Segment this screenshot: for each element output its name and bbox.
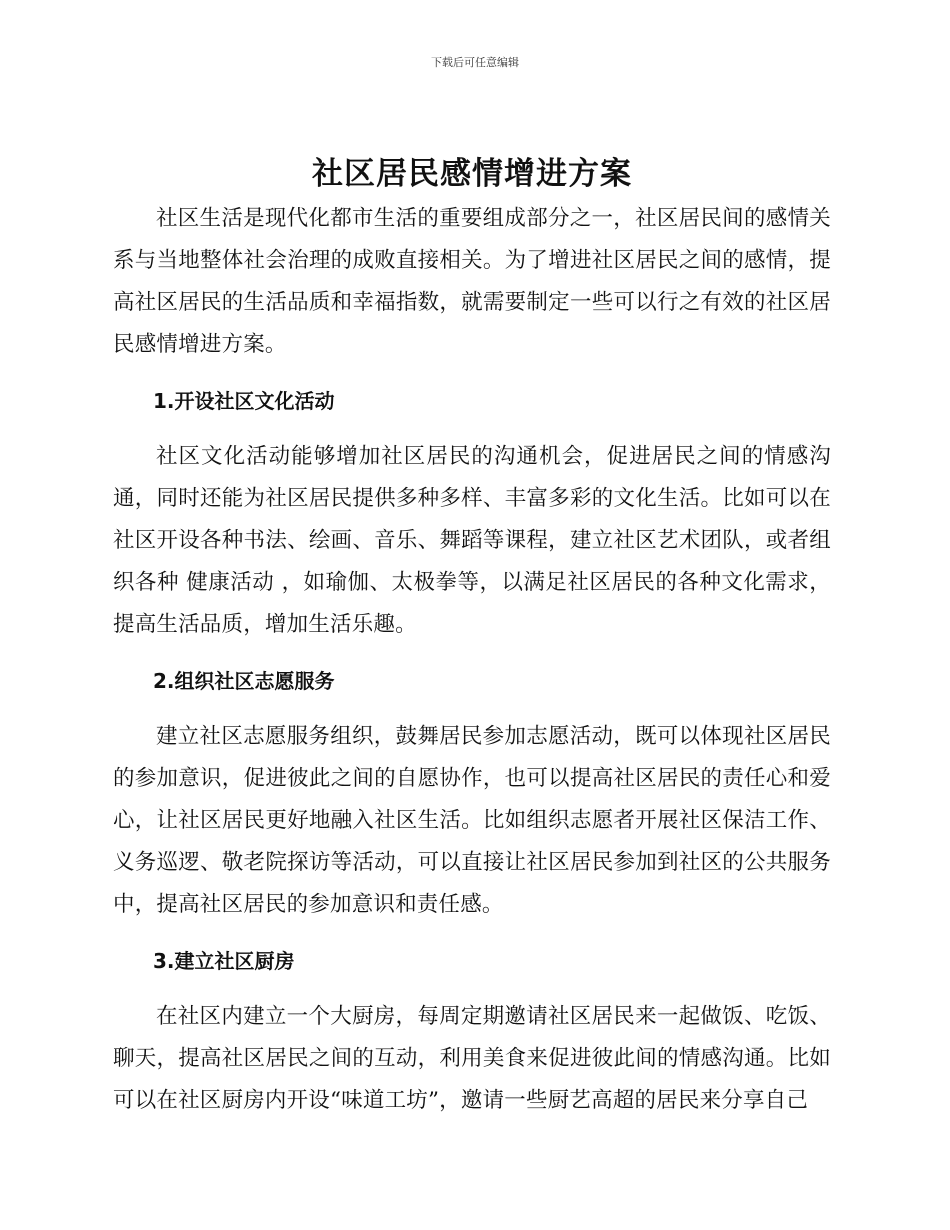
spacer xyxy=(113,422,831,436)
spacer xyxy=(113,926,831,940)
section-body-1: 社区文化活动能够增加社区居民的沟通机会，促进居民之间的情感沟通，同时还能为社区居民提供多种多样、丰富多彩的文化生活。比如可以在社区开设各种书法、绘画、音乐、舞蹈等课程，建立社区艺术团队，或者组织各种 健康活动 ，如瑜伽、太极拳等，以满足社区居民的各种文化需求，提高生活品质，增加生活乐趣。 xyxy=(113,444,831,637)
header-note: 下载后可任意编辑 xyxy=(431,56,519,69)
spacer xyxy=(113,982,831,996)
intro-paragraph: 社区生活是现代化都市生活的重要组成部分之一，社区居民间的感情关系与当地整体社会治理的成败直接相关。为了增进社区居民之间的感情，提高社区居民的生活品质和幸福指数，就需要制定一些可以行之有效的社区居民感情增进方案。 xyxy=(113,206,831,357)
spacer xyxy=(113,646,831,660)
section-body-3: 在社区内建立一个大厨房，每周定期邀请社区居民来一起做饭、吃饭、聊天，提高社区居民之间的互动，利用美食来促进彼此间的情感沟通。比如可以在社区厨房内开设“味道工坊”，邀请一些厨艺高超的居民来分享自己 xyxy=(113,1004,831,1113)
section-heading-2: 2.组织社区志愿服务 xyxy=(153,669,335,693)
spacer xyxy=(113,702,831,716)
section-body-2: 建立社区志愿服务组织，鼓舞居民参加志愿活动，既可以体现社区居民的参加意识，促进彼此之间的自愿协作，也可以提高社区居民的责任心和爱心，让社区居民更好地融入社区生活。比如组织志愿者开展社区保洁工作、义务巡逻、敬老院探访等活动，可以直接让社区居民参加到社区的公共服务中，提高社区居民的参加意识和责任感。 xyxy=(113,724,831,917)
section-heading-3: 3.建立社区厨房 xyxy=(153,949,295,973)
spacer xyxy=(113,366,831,380)
document-body xyxy=(113,150,831,1122)
section-heading-1: 1.开设社区文化活动 xyxy=(153,389,335,413)
document-title: 社区居民感情增进方案 xyxy=(312,156,632,192)
